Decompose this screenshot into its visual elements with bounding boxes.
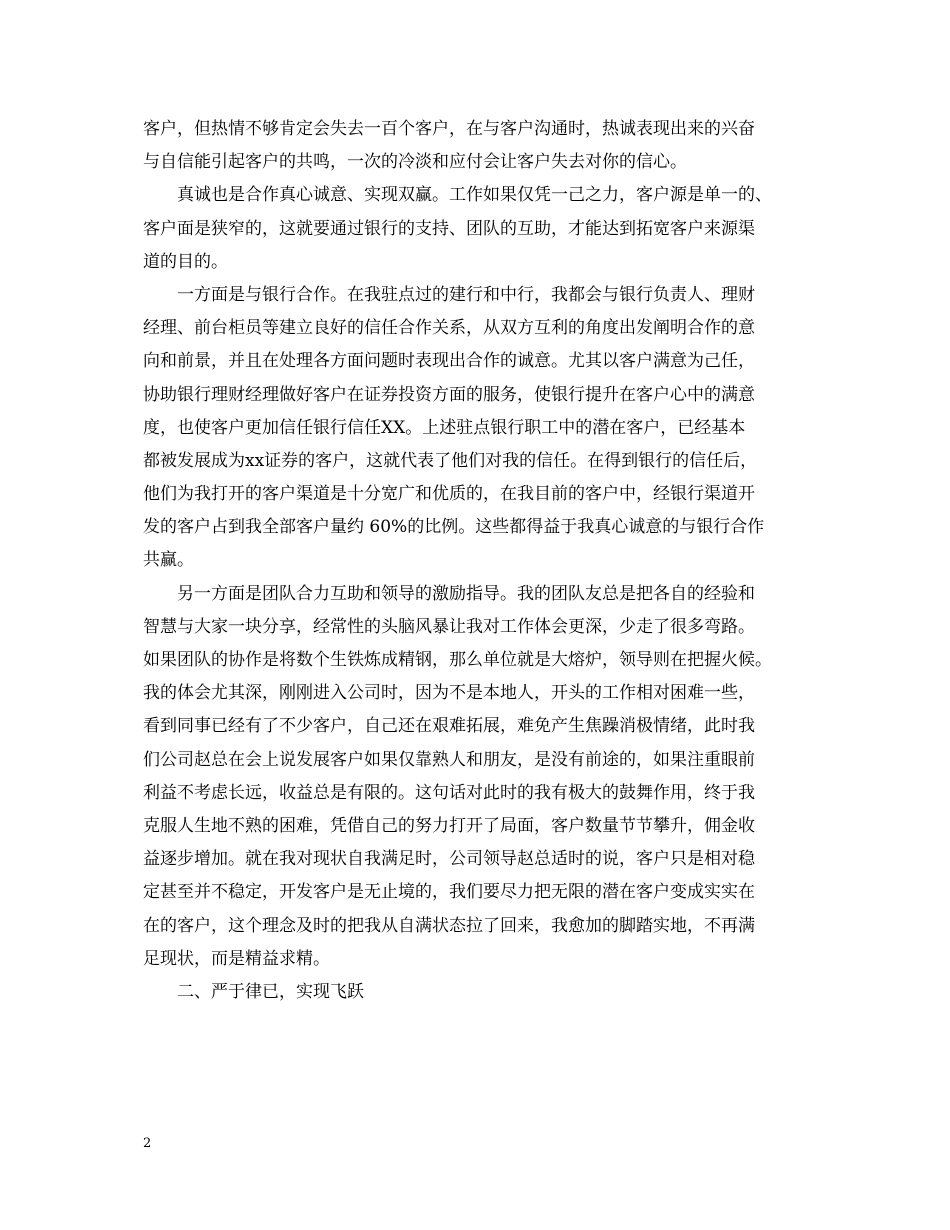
text-line: 二、严于律已，实现飞跃 xyxy=(177,981,364,1002)
text-line: 发的客户占到我全部客户量约 60%的比例。这些都得益于我真心诚意的与银行合作 xyxy=(143,517,765,538)
text-line: 另一方面是团队合力互助和领导的激励指导。我的团队友总是把各自的经验和 xyxy=(177,583,755,604)
text-line: 客户面是狭窄的，这就要通过银行的支持、团队的互助，才能达到拓宽客户来源渠 xyxy=(143,218,755,239)
page-number: 2 xyxy=(143,1136,152,1151)
text-line: 看到同事已经有了不少客户，自己还在艰难拓展，难免产生焦躁消极情绪，此时我 xyxy=(143,716,755,737)
text-line: 足现状，而是精益求精。 xyxy=(143,948,330,969)
text-line: 在的客户，这个理念及时的把我从自满状态拉了回来，我愈加的脚踏实地，不再满 xyxy=(143,915,755,936)
text-line: 与自信能引起客户的共鸣，一次的冷淡和应付会让客户失去对你的信心。 xyxy=(143,152,687,173)
text-line: 们公司赵总在会上说发展客户如果仅靠熟人和朋友，是没有前途的，如果注重眼前 xyxy=(143,749,755,770)
text-line: 经理、前台柜员等建立良好的信任合作关系，从双方互利的角度出发阐明合作的意 xyxy=(143,318,755,339)
text-line: 真诚也是合作真心诚意、实现双赢。工作如果仅凭一己之力，客户源是单一的、 xyxy=(177,185,772,206)
text-line: 利益不考虑长远，收益总是有限的。这句话对此时的我有极大的鼓舞作用，终于我 xyxy=(143,782,755,803)
text-line: 他们为我打开的客户渠道是十分宽广和优质的，在我目前的客户中，经银行渠道开 xyxy=(143,484,755,505)
body-text xyxy=(143,113,815,1009)
text-line: 道的目的。 xyxy=(143,251,228,272)
text-line: 都被发展成为xx证券的客户，这就代表了他们对我的信任。在得到银行的信任后， xyxy=(143,450,758,471)
text-line: 客户，但热情不够肯定会失去一百个客户，在与客户沟通时，热诚表现出来的兴奋 xyxy=(143,119,755,139)
text-line: 一方面是与银行合作。在我驻点过的建行和中行，我都会与银行负责人、理财 xyxy=(177,284,755,305)
text-line: 协助银行理财经理做好客户在证券投资方面的服务，使银行提升在客户心中的满意 xyxy=(143,384,755,405)
text-line: 如果团队的协作是将数个生铁炼成精钢，那么单位就是大熔炉，领导则在把握火候。 xyxy=(143,650,772,670)
text-line: 向和前景，并且在处理各方面问题时表现出合作的诚意。尤其以客户满意为己任， xyxy=(143,351,755,372)
text-line: 智慧与大家一块分享，经常性的头脑风暴让我对工作体会更深，少走了很多弯路。 xyxy=(143,616,755,637)
text-line: 定甚至并不稳定，开发客户是无止境的，我们要尽力把无限的潜在客户变成实实在 xyxy=(143,882,755,903)
text-line: 我的体会尤其深，刚刚进入公司时，因为不是本地人，开头的工作相对困难一些， xyxy=(143,683,755,704)
text-line: 度，也使客户更加信任银行信任XX。上述驻点银行职工中的潜在客户，已经基本 xyxy=(143,417,746,438)
text-line: 共赢。 xyxy=(143,550,194,571)
text-line: 克服人生地不熟的困难，凭借自己的努力打开了局面，客户数量节节攀升，佣金收 xyxy=(143,815,755,836)
text-line: 益逐步增加。就在我对现状自我满足时，公司领导赵总适时的说，客户只是相对稳 xyxy=(143,849,755,870)
